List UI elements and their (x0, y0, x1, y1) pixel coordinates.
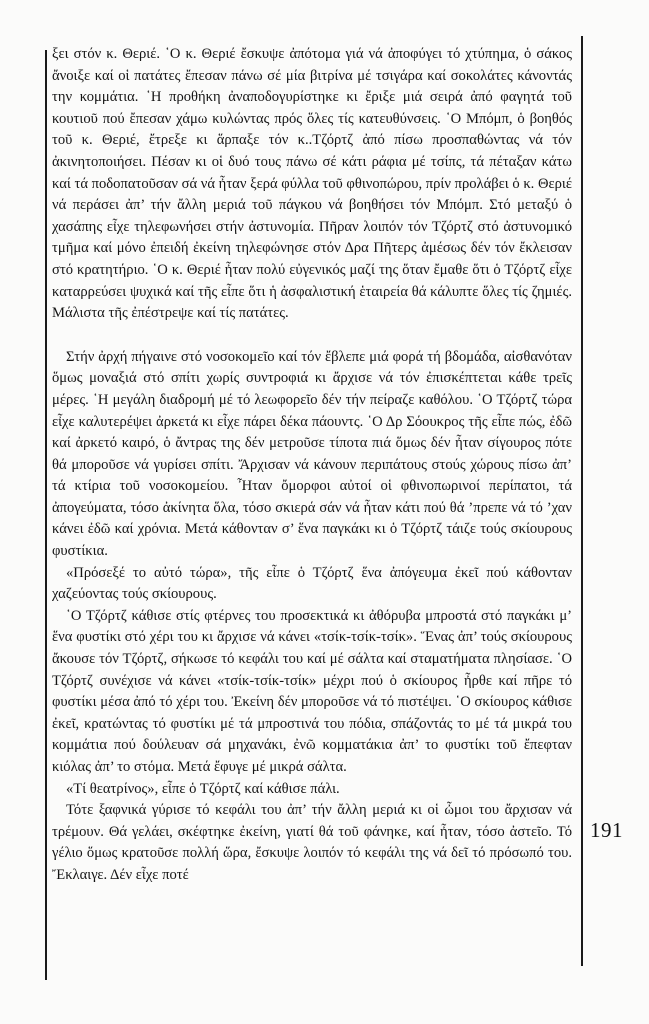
paragraph-2: Στήν ἀρχή πήγαινε στό νοσοκομεῖο καί τόν ἔβλεπε μιά φορά τή βδομάδα, αἰσθανόταν ὅμως μοναξιά στό σπίτι χωρίς συντροφιά κι ἄρχισε νά τόν ἐπισκέπτεται κάθε τρεῖς μέρες. ῾Η μεγάλη διαδρομή μέ τό λεωφορεῖο δέν τήν πείραζε καθόλου. ῾Ο Τζόρτζ τώρα εἶχε καλυτερέψει ἀρκετά κι εἶχε πάρει δέκα πάουντς. ῾Ο Δρ Σόουκρος τῆς εἶπε πώς, ἐδῶ καί ἀρκετό καιρό, ὁ ἄντρας της δέν μετροῦσε τίποτα πιά ὅμως δέν ἦταν σίγουρος πότε θά μποροῦσε νά γυρίσει σπίτι. Ἄρχισαν νά κάνουν περιπάτους στούς χώρους πίσω ἀπ’ τά κτίρια τοῦ νοσοκομείου. Ἦταν ὄμορφοι αὐτοί οἱ φθινοπωρινοί περίπατοι, τά ἀπογεύματα, τόσο ἀκίνητα ὅλα, τόσο σκιερά σάν νά ἦταν κάτι πού θά ’πρεπε νά τό ’χαν κάνει ἐδῶ καί χρόνια. Μετά κάθονταν σ’ ἕνα παγκάκι κι ὁ Τζόρτζ τάιζε τούς σκίουρους φυστίκια. (52, 348, 572, 560)
paragraph-1: ξει στόν κ. Θεριέ. ῾Ο κ. Θεριέ ἔσκυψε ἀπότομα γιά νά ἀποφύγει τό χτύπημα, ὁ σάκος ἄνοιξε καί οἱ πατάτες ἔπεσαν πάνω σέ μία βιτρίνα μέ τσιγάρα καί σοκολάτες κάνοντάς την κομμάτια. ῾Η προθήκη ἀναποδογυρίστηκε κι ἔριξε μιά σειρά ἀπό φαγητά τοῦ κουτιοῦ πού ἔπεσαν χάμω κυλώντας πρός ὅλες τίς κατευθύνσεις. ῾Ο Μπόμπ, ὁ βοηθός τοῦ κ. Θεριέ, ἔτρεξε κι ἅρπαξε τόν κ..Τζόρτζ ἀπό πίσω προσπαθώντας νά τόν ἀκινητοποιήσει. Πέσαν κι οἱ δυό τους πάνω σέ κάτι ράφια μέ τσίπς, τά πέταξαν κάτω καί τά ποδοπατοῦσαν σά νά ἦταν ξερά φύλλα τοῦ φθινοπώρου, πρίν προλάβει ὁ κ. Θεριέ νά περάσει ἀπ’ τήν ἄλλη μεριά τοῦ πάγκου νά βοηθήσει τόν Μπόμπ. Στό μεταξύ ὁ χασάπης εἶχε τηλεφωνήσει στήν ἀστυνομία. Πῆραν λοιπόν τόν Τζόρτζ στό ἀστυνομικό τμῆμα καί μόνο ἐπειδή ἐκείνη τηλεφώνησε στόν Δρα Πῆτερς ἀμέσως δέν τόν ἔκλεισαν στό κρατητήριο. ῾Ο κ. Θεριέ ἦταν πολύ εὐγενικός μαζί της ὅταν ἔμαθε ὅτι ὁ Τζόρτζ εἶχε καταρρεύσει ψυχικά καί τῆς εἶπε ὅτι ἡ ἀσφαλιστική ἑταιρεία θά κάλυπτε ὅλες τίς ζημιές. Μάλιστα τῆς ἐπέστρεψε καί τίς πατάτες. (52, 46, 572, 322)
paragraph-4: ῾Ο Τζόρτζ κάθισε στίς φτέρνες του προσεκτικά κι ἀθόρυβα μπροστά στό παγκάκι μ’ ἕνα φυστίκι στό χέρι του κι ἄρχισε νά κάνει «τσίκ-τσίκ-τσίκ». Ἕνας ἀπ’ τούς σκίουρους ἄκουσε τόν Τζόρτζ, σήκωσε τό κεφάλι του καί μέ σάλτα καί σταματήματα πλησίασε. ῾Ο Τζόρτζ συνέχισε νά κάνει «τσίκ-τσίκ-τσίκ» μέχρι πού ὁ σκίουρος ἦρθε καί πῆρε τό φυστίκι μέσα ἀπό τό χέρι του. Ἐκείνη δέν μποροῦσε νά τό πιστέψει. ῾Ο σκίουρος κάθισε ἐκεῖ, κρατώντας τό φυστίκι μέ τά μπροστινά του πόδια, σπάζοντάς το μέ τά μικρά του κομμάτια πού δούλευαν σά μηχανάκι, ἐνῶ κομματάκια ἀπ’ το φυστίκι τοῦ ἔπεφταν κιόλας ἀπ’ το στόμα. Μετά ἔφυγε μέ μικρά σάλτα. (52, 607, 572, 775)
left-margin-rule (45, 50, 47, 980)
body-text (52, 44, 572, 887)
paragraph-5: «Τί θεατρίνος», εἶπε ὁ Τζόρτζ καί κάθισε πάλι. (66, 780, 340, 797)
paragraph-6: Τότε ξαφνικά γύρισε τό κεφάλι του ἀπ’ τήν ἄλλη μεριά κι οἱ ὦμοι του ἄρχισαν νά τρέμουν. Θά γελάει, σκέφτηκε ἐκείνη, γιατί θά τοῦ φάνηκε, καί ἦταν, τόσο ἀστεῖο. Τό γέλιο ὅμως κρατοῦσε πολλή ὥρα, ἔσκυψε λοιπόν τό κεφάλι της νά δεῖ τό πρόσωπό του. Ἔκλαιγε. Δέν εἶχε ποτέ (52, 802, 572, 883)
page-number: 191 (590, 818, 623, 842)
right-margin-rule (581, 36, 583, 966)
paragraph-3: «Πρόσεξέ το αὐτό τώρα», τῆς εἶπε ὁ Τζόρτζ ἕνα ἀπόγευμα ἐκεῖ πού κάθονταν χαζεύοντας τούς σκίουρους. (52, 564, 572, 603)
